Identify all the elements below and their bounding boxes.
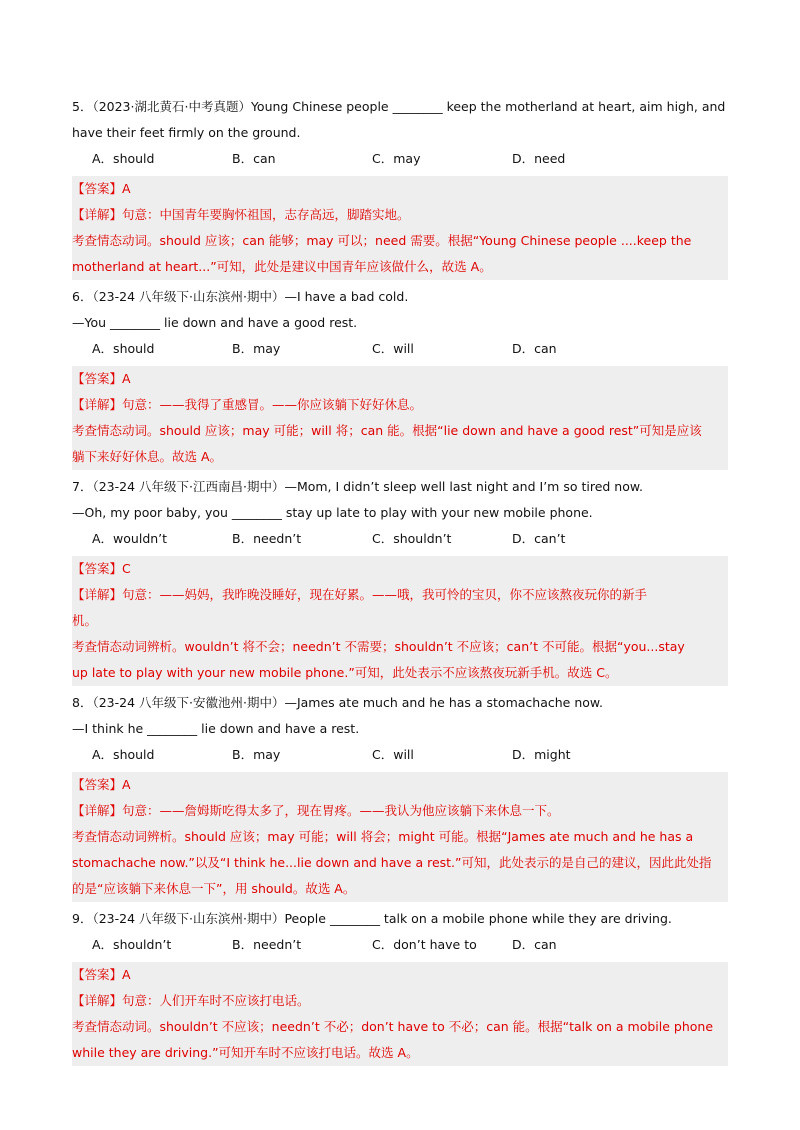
answer-options [72, 932, 728, 958]
explanation-line: 【详解】句意：中国青年要胸怀祖国，志存高远，脚踏实地。 [72, 207, 410, 222]
answer-option: A．shouldn’t [92, 937, 172, 952]
answer-option: D．might [512, 747, 571, 762]
question-stem-line: 7．（23-24 八年级下·江西南昌·期中）—Mom, I didn’t sleep well last night and I’m so tired now. [72, 479, 643, 494]
explanation-line: 考查情态动词。should 应该；can 能够；may 可以；need 需要。根据“Young Chinese people ....keep the [72, 233, 692, 248]
explanation-line: 考查情态动词。should 应该；may 可能；will 将；can 能。根据“lie down and have a good rest”可知是应该 [72, 423, 702, 438]
explanation-line: 的是“应该躺下来休息一下”，用 should。故选 A。 [72, 881, 356, 896]
answer-options [72, 146, 728, 172]
explanation-line: 机。 [72, 613, 98, 628]
answer-key: 【答案】A [72, 777, 131, 792]
answer-explanation-block [72, 772, 728, 902]
question-stem-line: 8．（23-24 八年级下·安徽池州·期中）—James ate much and he has a stomachache now. [72, 695, 603, 710]
answer-explanation-block [72, 176, 728, 280]
explanation-line: while they are driving.”可知开车时不应该打电话。故选 A。 [72, 1045, 419, 1060]
answer-explanation-block [72, 366, 728, 470]
answer-option: D．need [512, 151, 566, 166]
question-stem-line: —You ________ lie down and have a good rest. [72, 315, 358, 330]
worksheet-page [72, 94, 728, 1070]
explanation-line: 【详解】句意：——詹姆斯吃得太多了，现在胃疼。——我认为他应该躺下来休息一下。 [72, 803, 560, 818]
answer-option: B．may [232, 747, 281, 762]
question-item [72, 284, 728, 470]
answer-option: C．will [372, 341, 414, 356]
question-item [72, 906, 728, 1066]
answer-option: C．will [372, 747, 414, 762]
explanation-line: up late to play with your new mobile phone.”可知，此处表示不应该熬夜玩新手机。故选 C。 [72, 665, 618, 680]
explanation-line: 考查情态动词辨析。wouldn’t 将不会；needn’t 不需要；shouldn’t 不应该；can’t 不可能。根据“you...stay [72, 639, 685, 654]
answer-option: A．should [92, 341, 155, 356]
question-stem-line: 5．（2023·湖北黄石·中考真题）Young Chinese people ________ keep the motherland at heart, aim high, and [72, 99, 726, 114]
answer-option: D．can [512, 341, 557, 356]
answer-option: B．needn’t [232, 531, 302, 546]
answer-options [72, 336, 728, 362]
answer-option: A．should [92, 747, 155, 762]
answer-options [72, 526, 728, 552]
question-item [72, 474, 728, 686]
answer-option: A．wouldn’t [92, 531, 168, 546]
answer-explanation-block [72, 962, 728, 1066]
answer-option: B．can [232, 151, 276, 166]
answer-option: B．may [232, 341, 281, 356]
answer-key: 【答案】A [72, 181, 131, 196]
answer-key: 【答案】C [72, 561, 131, 576]
answer-option: B．needn’t [232, 937, 302, 952]
question-stem-line: 9．（23-24 八年级下·山东滨州·期中）People ________ talk on a mobile phone while they are driving. [72, 911, 672, 926]
answer-key: 【答案】A [72, 371, 131, 386]
explanation-line: stomachache now.”以及“I think he...lie down and have a rest.”可知，此处表示的是自己的建议，因此此处指 [72, 855, 712, 870]
answer-option: C．don’t have to [372, 937, 477, 952]
question-stem-line: —Oh, my poor baby, you ________ stay up late to play with your new mobile phone. [72, 505, 593, 520]
answer-explanation-block [72, 556, 728, 686]
question-stem-line: —I think he ________ lie down and have a rest. [72, 721, 360, 736]
question-stem-line: have their feet firmly on the ground. [72, 125, 301, 140]
explanation-line: 考查情态动词辨析。should 应该；may 可能；will 将会；might 可能。根据“James ate much and he has a [72, 829, 694, 844]
question-item [72, 94, 728, 280]
question-stem-line: 6．（23-24 八年级下·山东滨州·期中）—I have a bad cold. [72, 289, 409, 304]
answer-option: D．can [512, 937, 557, 952]
answer-option: A．should [92, 151, 155, 166]
answer-option: C．shouldn’t [372, 531, 452, 546]
answer-option: C．may [372, 151, 421, 166]
explanation-line: motherland at heart...”可知，此处是建议中国青年应该做什么，故选 A。 [72, 259, 492, 274]
explanation-line: 躺下来好好休息。故选 A。 [72, 449, 223, 464]
answer-key: 【答案】A [72, 967, 131, 982]
answer-options [72, 742, 728, 768]
explanation-line: 【详解】句意：——我得了重感冒。——你应该躺下好好休息。 [72, 397, 423, 412]
question-item [72, 690, 728, 902]
explanation-line: 【详解】句意：——妈妈，我昨晚没睡好，现在好累。——哦，我可怜的宝贝，你不应该熬夜玩你的新手 [72, 587, 648, 602]
answer-option: D．can’t [512, 531, 566, 546]
explanation-line: 考查情态动词。shouldn’t 不应该；needn’t 不必；don’t have to 不必；can 能。根据“talk on a mobile phone [72, 1019, 714, 1034]
explanation-line: 【详解】句意：人们开车时不应该打电话。 [72, 993, 310, 1008]
